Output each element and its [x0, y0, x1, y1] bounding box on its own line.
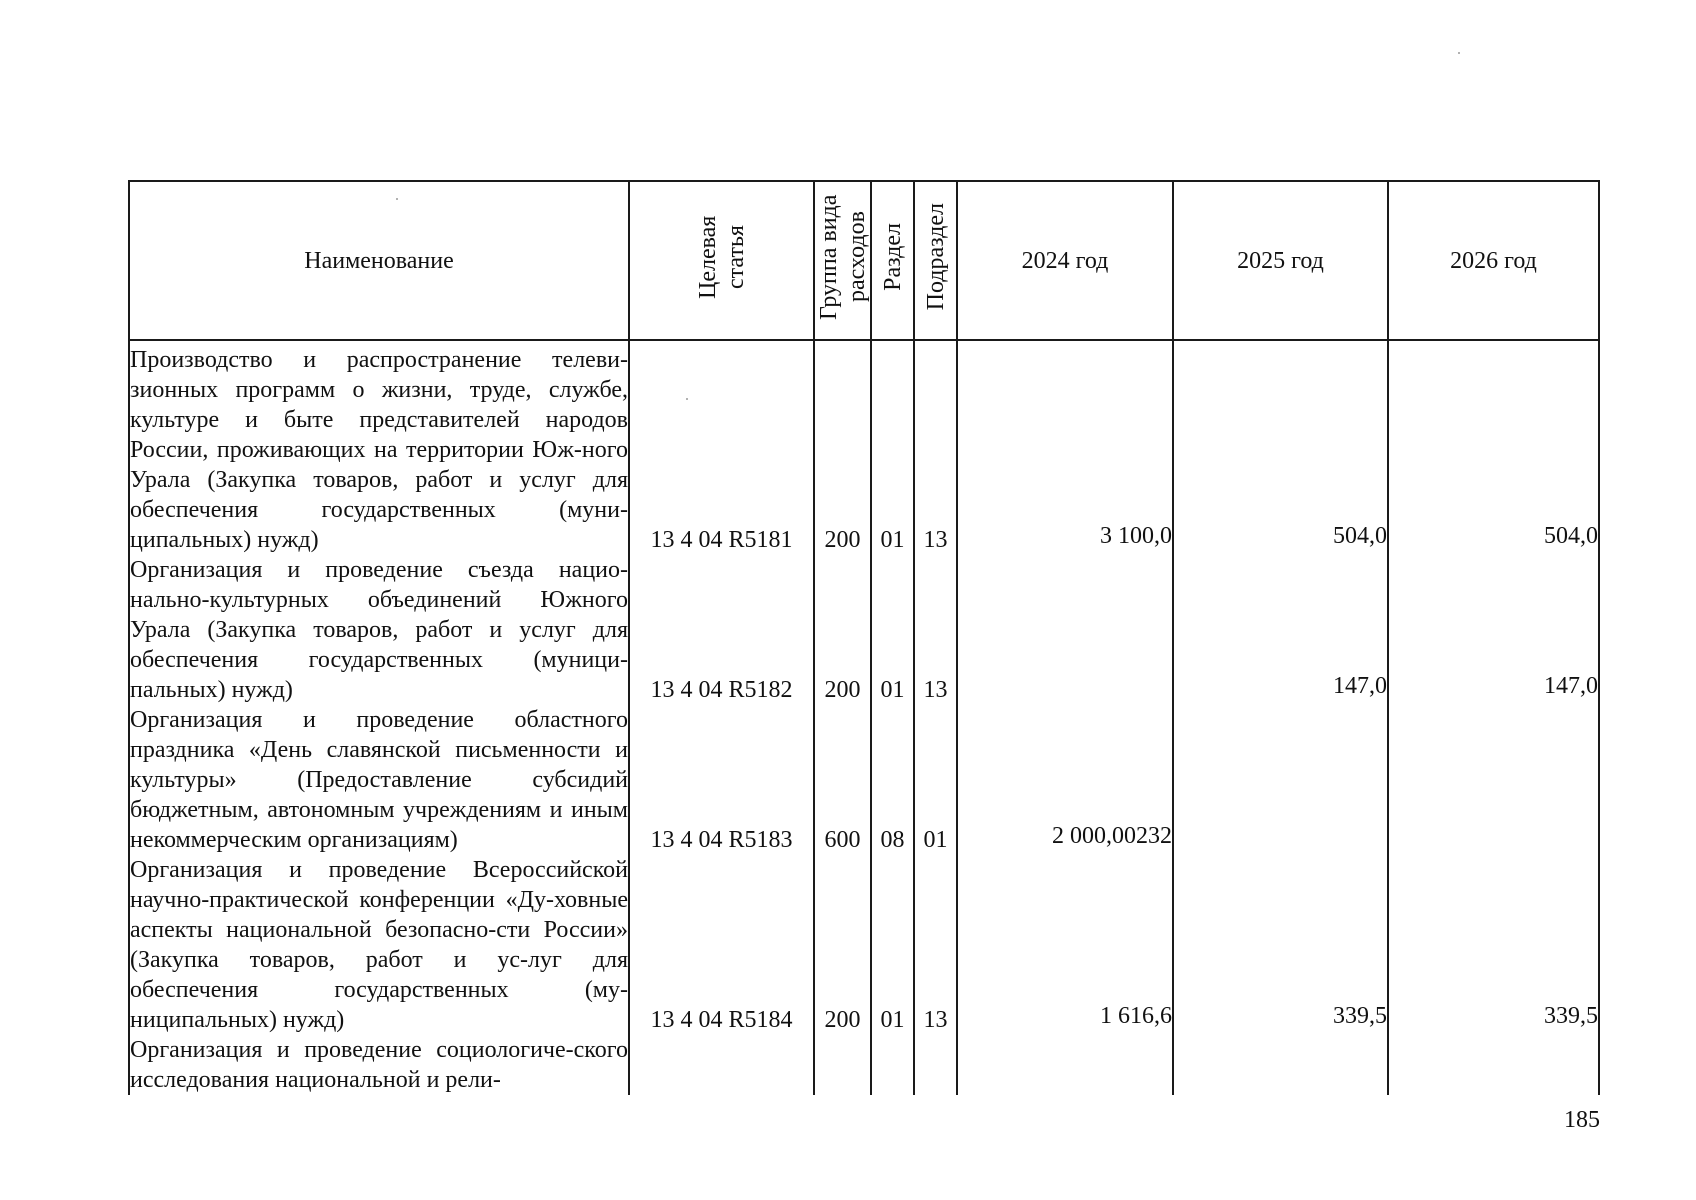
- header-year-2024: 2024 год: [957, 181, 1173, 340]
- row-subsection: [914, 1035, 957, 1095]
- row-2025-value: 339,5: [1173, 855, 1388, 1035]
- row-target-article: [629, 1035, 814, 1095]
- table-row-continued: [129, 1035, 1599, 1095]
- row-name: Организация и проведение съезда нацио-нально-культурных объединений Южного Урала (Закупка товаров, работ и услуг для обеспечения государственных (муници-пальных) нужд): [130, 557, 628, 703]
- row-name: Производство и распространение телеви-зионных программ о жизни, труде, службе, культуре и быте представителей народов России, проживающих на территории Юж-ного Урала (Закупка товаров, работ и услуг для обеспечения государственных (муни-ципальных) нужд): [129, 340, 629, 555]
- row-name: Организация и проведение Всероссийской научно-практической конференции «Ду-ховные аспекты национальной безопасно-сти России» (Закупка товаров, работ и ус-луг для обеспечения государственных (му-ниципальных) нужд): [130, 857, 628, 1033]
- row-section: 01: [871, 340, 914, 555]
- budget-table: [128, 180, 1600, 1095]
- table-row: [129, 705, 1599, 855]
- row-target-article: 13 4 04 R5184: [629, 855, 814, 1035]
- table-row: [129, 340, 1599, 555]
- row-section: [871, 1035, 914, 1095]
- row-expense-group: 200: [814, 340, 871, 555]
- row-2025-value: 147,0: [1173, 555, 1388, 705]
- row-2025-value: [1173, 1035, 1388, 1095]
- row-2026-value: 504,0: [1388, 340, 1599, 555]
- row-2026-value: [1388, 1035, 1599, 1095]
- row-expense-group: 200: [814, 555, 871, 705]
- header-section: Раздел: [871, 181, 914, 340]
- row-subsection: 13: [914, 555, 957, 705]
- table-row: [129, 855, 1599, 1035]
- row-target-article: 13 4 04 R5183: [629, 705, 814, 855]
- row-2026-value: 147,0: [1388, 555, 1599, 705]
- row-2024-value: [957, 1035, 1173, 1095]
- row-section: 01: [871, 855, 914, 1035]
- row-2024-value: 2 000,00232: [957, 705, 1173, 855]
- row-expense-group: [814, 1035, 871, 1095]
- row-subsection: 13: [914, 340, 957, 555]
- table-row: [129, 555, 1599, 705]
- row-2026-value: [1388, 705, 1599, 855]
- header-subsection: Подраздел: [914, 181, 957, 340]
- row-section: 01: [871, 555, 914, 705]
- scan-speck: [1458, 52, 1460, 54]
- header-expense-group: Группа вида расходов: [814, 181, 871, 340]
- row-expense-group: 600: [814, 705, 871, 855]
- row-2025-value: 504,0: [1173, 340, 1388, 555]
- row-2024-value: [957, 555, 1173, 705]
- row-target-article: 13 4 04 R5181: [629, 340, 814, 555]
- row-subsection: 01: [914, 705, 957, 855]
- header-year-2025: 2025 год: [1173, 181, 1388, 340]
- row-name: Организация и проведение областного праздника «День славянской письменности и культуры» (Предоставление субсидий бюджетным, автономным учреждениям и иным некоммерческим организациям): [130, 707, 628, 853]
- row-target-article: 13 4 04 R5182: [629, 555, 814, 705]
- row-2026-value: 339,5: [1388, 855, 1599, 1035]
- row-section: 08: [871, 705, 914, 855]
- row-subsection: 13: [914, 855, 957, 1035]
- row-expense-group: 200: [814, 855, 871, 1035]
- row-2025-value: [1173, 705, 1388, 855]
- header-year-2026: 2026 год: [1388, 181, 1599, 340]
- row-name: Организация и проведение социологиче-ского исследования национальной и рели-: [130, 1037, 628, 1093]
- header-target-article: Целевая статья: [629, 181, 814, 340]
- row-2024-value: 1 616,6: [957, 855, 1173, 1035]
- row-2024-value: 3 100,0: [957, 340, 1173, 555]
- header-name: Наименование: [129, 181, 629, 340]
- table-header-row: [129, 181, 1599, 340]
- page-number: 185: [1564, 1107, 1600, 1133]
